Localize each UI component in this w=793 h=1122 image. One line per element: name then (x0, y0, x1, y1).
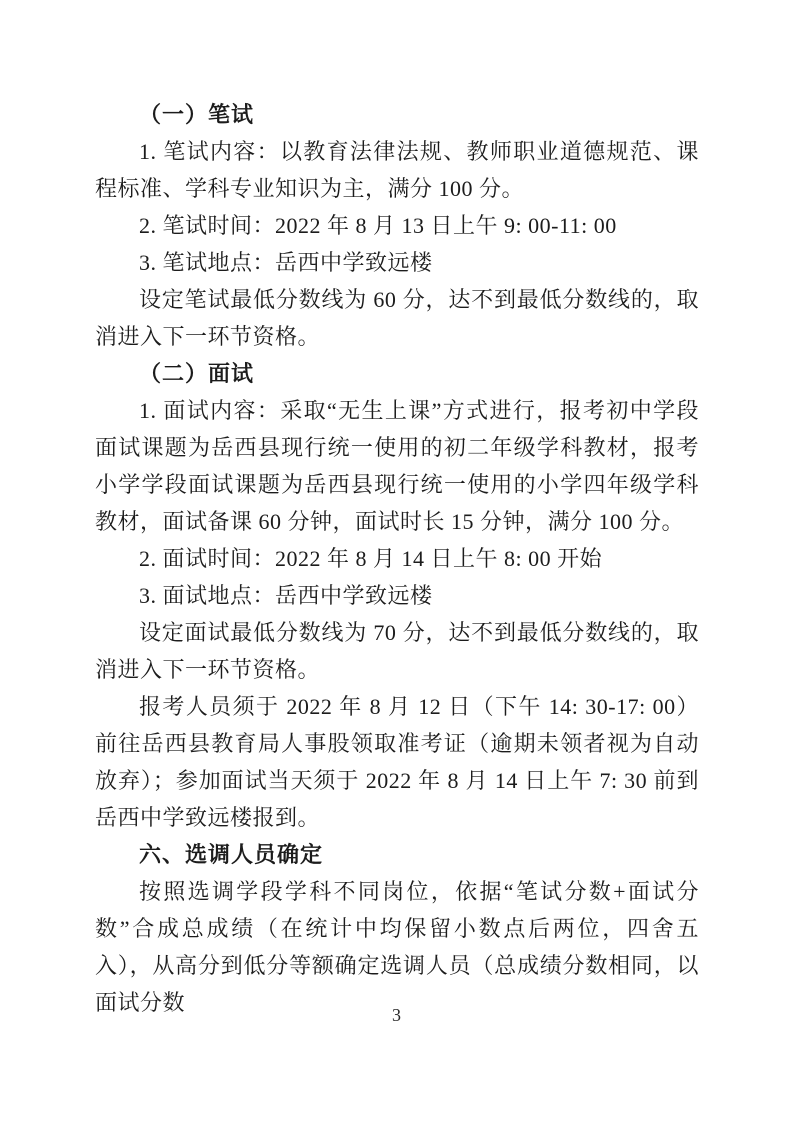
paragraph: 1. 笔试内容：以教育法律法规、教师职业道德规范、课程标准、学科专业知识为主，满分 100 分。 (95, 139, 699, 201)
page-number: 3 (392, 1005, 401, 1025)
paragraph: 设定面试最低分数线为 70 分，达不到最低分数线的，取消进入下一环节资格。 (95, 620, 699, 682)
paragraph: 按照选调学段学科不同岗位，依据“笔试分数+面试分数”合成总成绩（在统计中均保留小数点后两位，四舍五入），从高分到低分等额确定选调人员（总成绩分数相同，以面试分数 (95, 879, 699, 1015)
paragraph: 2. 笔试时间：2022 年 8 月 13 日上午 9: 00-11: 00 (139, 213, 617, 238)
section-heading: 六、选调人员确定 (139, 842, 324, 867)
section-subheading: （一）笔试 (139, 102, 255, 127)
paragraph: 1. 面试内容：采取“无生上课”方式进行，报考初中学段面试课题为岳西县现行统一使用的初二年级学科教材，报考小学学段面试课题为岳西县现行统一使用的小学四年级学科教材，面试备课 60 分钟，面试时长 15 分钟，满分 100 分。 (95, 398, 699, 534)
paragraph: 2. 面试时间：2022 年 8 月 14 日上午 8: 00 开始 (139, 546, 603, 571)
section-subheading: （二）面试 (139, 361, 255, 386)
paragraph: 报考人员须于 2022 年 8 月 12 日（下午 14: 30-17: 00）前往岳西县教育局人事股领取准考证（逾期未领者视为自动放弃）；参加面试当天须于 2022 年 8 月 14 日上午 7: 30 前到岳西中学致远楼报到。 (95, 694, 699, 830)
paragraph: 3. 笔试地点：岳西中学致远楼 (139, 250, 433, 275)
document-body (95, 96, 699, 1021)
paragraph: 设定笔试最低分数线为 60 分，达不到最低分数线的，取消进入下一环节资格。 (95, 287, 699, 349)
paragraph: 3. 面试地点：岳西中学致远楼 (139, 583, 433, 608)
